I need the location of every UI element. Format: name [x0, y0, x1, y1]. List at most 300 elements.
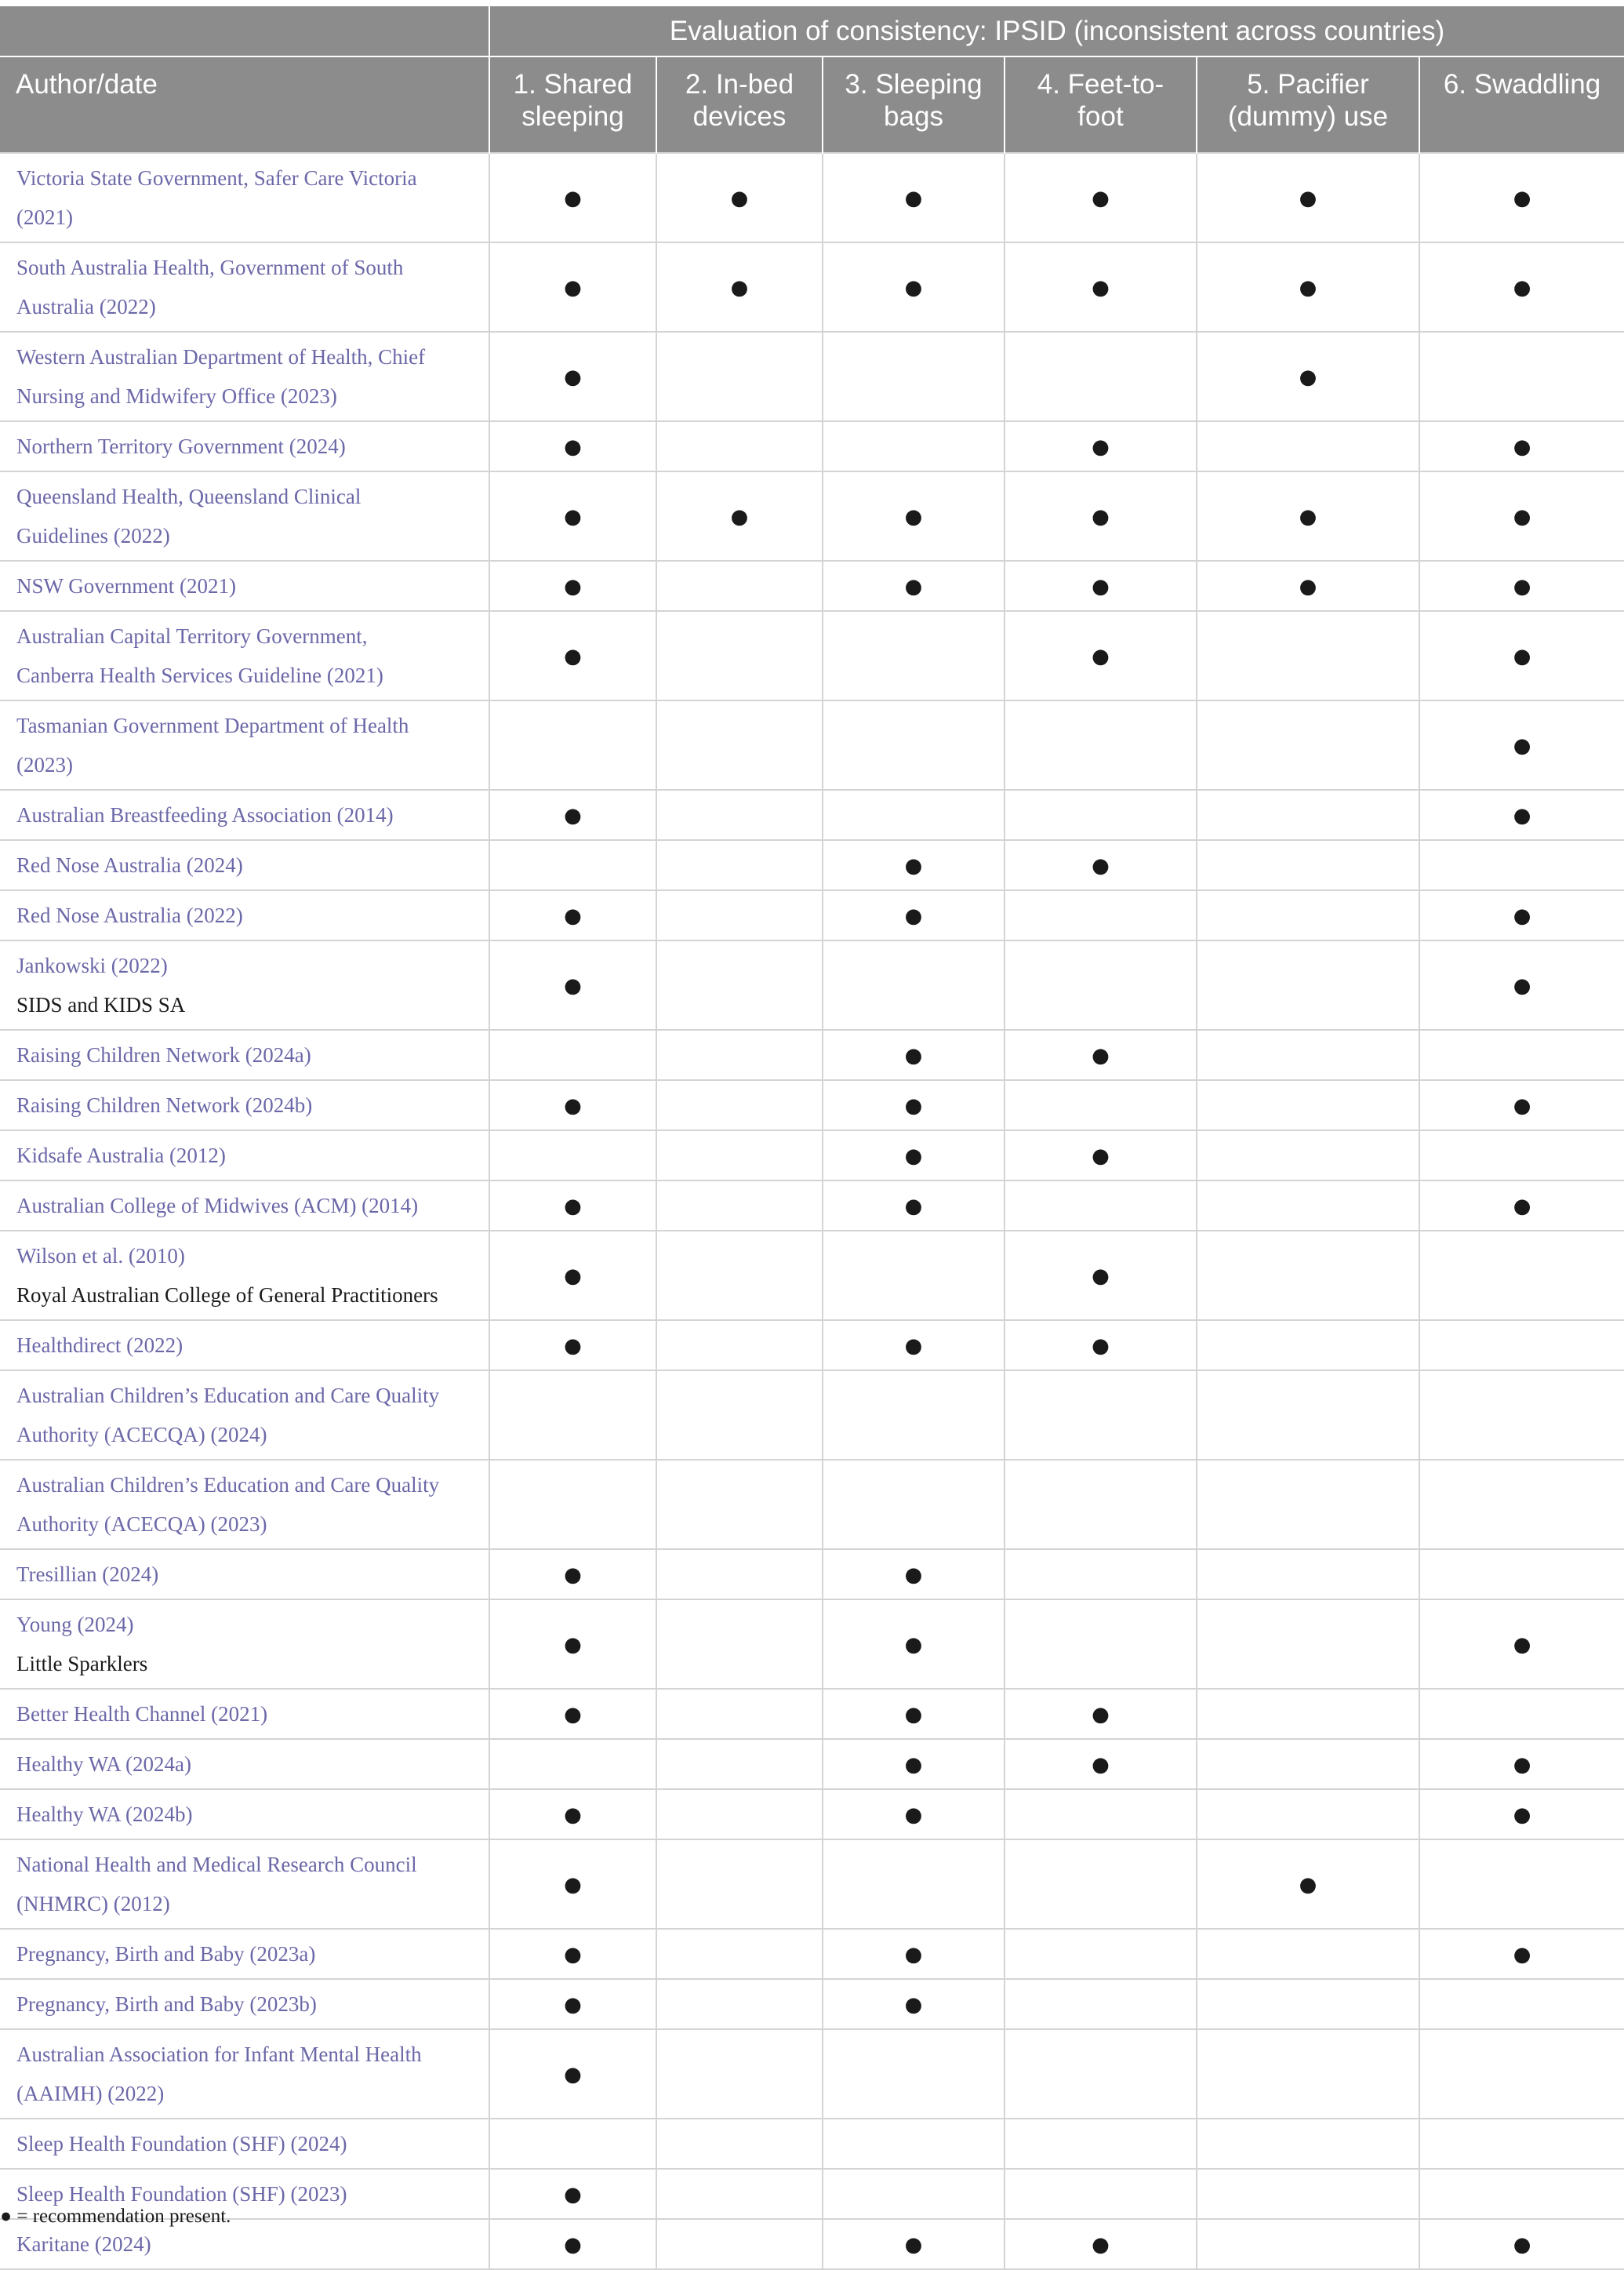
table-row [0, 890, 1624, 940]
table-row [0, 1180, 1624, 1231]
author-link[interactable]: Victoria State Government, Safer Care Victoria [16, 166, 417, 190]
mark-cell-5 [1197, 1460, 1419, 1549]
mark-cell-4 [1005, 1689, 1197, 1739]
column-header-line: 1. Shared [513, 69, 633, 100]
recommendation-dot-icon: ● [1513, 644, 1531, 668]
mark-cell-2 [656, 471, 823, 561]
recommendation-dot-icon: ● [904, 1194, 923, 1218]
column-header-4 [1005, 56, 1197, 153]
recommendation-dot-icon: ● [1092, 1333, 1110, 1358]
mark-cell-1 [489, 242, 656, 332]
recommendation-dot-icon: ● [564, 1992, 582, 2017]
mark-cell-2 [656, 890, 823, 940]
column-header-2 [656, 56, 823, 153]
mark-cell-6 [1419, 1030, 1624, 1080]
column-header-6 [1419, 56, 1624, 153]
author-cell [0, 1599, 489, 1689]
mark-cell-5 [1197, 2029, 1419, 2119]
author-link[interactable]: Australian Association for Infant Mental Health [16, 2043, 422, 2066]
mark-cell-1 [489, 153, 656, 242]
mark-cell-2 [656, 1689, 823, 1739]
mark-cell-6 [1419, 242, 1624, 332]
author-link[interactable]: NSW Government (2021) [16, 574, 236, 598]
author-cell [0, 840, 489, 890]
mark-cell-4 [1005, 840, 1197, 890]
mark-cell-6 [1419, 1080, 1624, 1130]
author-link[interactable]: Kidsafe Australia (2012) [16, 1144, 226, 1167]
recommendation-dot-icon: ● [564, 1803, 582, 1827]
mark-cell-2 [656, 2219, 823, 2269]
mark-cell-2 [656, 332, 823, 421]
table-row [0, 2169, 1624, 2219]
mark-cell-2 [656, 1320, 823, 1370]
recommendation-dot-icon: ● [1513, 803, 1531, 828]
mark-cell-3 [823, 700, 1005, 790]
author-link[interactable]: Australian College of Midwives (ACM) (2014) [16, 1194, 419, 1217]
author-cell [0, 1739, 489, 1789]
header-blank [0, 6, 489, 56]
mark-cell-2 [656, 421, 823, 471]
column-header-3 [823, 56, 1005, 153]
mark-cell-2 [656, 611, 823, 700]
mark-cell-4 [1005, 1370, 1197, 1460]
table-row [0, 153, 1624, 242]
author-link[interactable]: Australian Capital Territory Government, [16, 624, 368, 648]
recommendation-dot-icon: ● [564, 973, 582, 998]
mark-cell-6 [1419, 1739, 1624, 1789]
mark-cell-1 [489, 2219, 656, 2269]
mark-cell-3 [823, 1979, 1005, 2029]
mark-cell-2 [656, 1130, 823, 1180]
mark-cell-3 [823, 1599, 1005, 1689]
author-link[interactable]: Better Health Channel (2021) [16, 1702, 268, 1726]
mark-cell-6 [1419, 1549, 1624, 1599]
mark-cell-6 [1419, 700, 1624, 790]
mark-cell-5 [1197, 2169, 1419, 2219]
mark-cell-1 [489, 790, 656, 840]
mark-cell-5 [1197, 153, 1419, 242]
recommendation-dot-icon: ● [1092, 435, 1110, 459]
mark-cell-2 [656, 2169, 823, 2219]
recommendation-dot-icon: ● [1092, 1702, 1110, 1726]
recommendation-dot-icon: ● [1513, 504, 1531, 529]
recommendation-dot-icon: ● [904, 1562, 923, 1587]
recommendation-dot-icon: ● [1299, 186, 1317, 210]
author-cell [0, 611, 489, 700]
mark-cell-4 [1005, 1130, 1197, 1180]
recommendation-dot-icon: ● [564, 1333, 582, 1358]
mark-cell-5 [1197, 611, 1419, 700]
recommendation-dot-icon: ● [1513, 186, 1531, 210]
mark-cell-6 [1419, 153, 1624, 242]
mark-cell-3 [823, 421, 1005, 471]
mark-cell-5 [1197, 1370, 1419, 1460]
author-link[interactable]: Healthy WA (2024a) [16, 1752, 191, 1776]
author-organization: Royal Australian College of General Practitioners [16, 1283, 438, 1307]
mark-cell-2 [656, 1180, 823, 1231]
recommendation-dot-icon: ● [1092, 1144, 1110, 1168]
author-cell [0, 1789, 489, 1839]
mark-cell-3 [823, 1689, 1005, 1739]
mark-cell-5 [1197, 840, 1419, 890]
mark-cell-5 [1197, 1130, 1419, 1180]
mark-cell-4 [1005, 332, 1197, 421]
table-row [0, 2219, 1624, 2269]
recommendation-dot-icon: ● [1092, 504, 1110, 529]
mark-cell-5 [1197, 940, 1419, 1030]
mark-cell-4 [1005, 242, 1197, 332]
author-link[interactable]: Western Australian Department of Health, Chief [16, 345, 426, 369]
mark-cell-1 [489, 1599, 656, 1689]
recommendation-dot-icon: ● [1513, 435, 1531, 459]
recommendation-dot-icon: ● [904, 1093, 923, 1118]
mark-cell-3 [823, 2169, 1005, 2219]
mark-cell-3 [823, 1030, 1005, 1080]
mark-cell-6 [1419, 421, 1624, 471]
mark-cell-4 [1005, 2029, 1197, 2119]
author-cell [0, 2029, 489, 2119]
recommendation-dot-icon: ● [1513, 1942, 1531, 1966]
author-link[interactable]: Authority (ACECQA) (2023) [16, 1512, 267, 1536]
recommendation-dot-icon: ● [1299, 504, 1317, 529]
mark-cell-5 [1197, 2219, 1419, 2269]
mark-cell-1 [489, 1130, 656, 1180]
author-link[interactable]: Canberra Health Services Guideline (2021) [16, 664, 383, 687]
author-cell [0, 1320, 489, 1370]
author-cell [0, 790, 489, 840]
author-link[interactable]: (NHMRC) (2012) [16, 1892, 170, 1915]
mark-cell-5 [1197, 1030, 1419, 1080]
mark-cell-3 [823, 1231, 1005, 1320]
recommendation-dot-icon: ● [564, 275, 582, 300]
author-link[interactable]: Red Nose Australia (2024) [16, 853, 243, 877]
table-row [0, 1929, 1624, 1979]
mark-cell-5 [1197, 1929, 1419, 1979]
column-header-line: 4. Feet-to- [1037, 69, 1164, 100]
mark-cell-2 [656, 153, 823, 242]
author-link[interactable]: Raising Children Network (2024a) [16, 1043, 311, 1067]
author-link[interactable]: Tasmanian Government Department of Health [16, 714, 409, 737]
mark-cell-5 [1197, 1320, 1419, 1370]
mark-cell-4 [1005, 471, 1197, 561]
mark-cell-3 [823, 242, 1005, 332]
recommendation-dot-icon: ● [564, 1093, 582, 1118]
mark-cell-6 [1419, 1929, 1624, 1979]
mark-cell-1 [489, 1460, 656, 1549]
mark-cell-1 [489, 1929, 656, 1979]
author-cell [0, 561, 489, 611]
table-row [0, 1599, 1624, 1689]
mark-cell-3 [823, 840, 1005, 890]
author-cell [0, 1549, 489, 1599]
column-header-line: foot [1077, 101, 1124, 132]
author-link[interactable]: (AAIMH) (2022) [16, 2082, 165, 2105]
recommendation-dot-icon: ● [1092, 644, 1110, 668]
table-row [0, 1689, 1624, 1739]
author-link[interactable]: Northern Territory Government (2024) [16, 435, 346, 458]
mark-cell-6 [1419, 1231, 1624, 1320]
mark-cell-6 [1419, 471, 1624, 561]
author-link[interactable]: Tresillian (2024) [16, 1562, 159, 1586]
mark-cell-4 [1005, 1231, 1197, 1320]
mark-cell-4 [1005, 1320, 1197, 1370]
table-row [0, 332, 1624, 421]
author-link[interactable]: Australian Breastfeeding Association (2014) [16, 803, 394, 827]
mark-cell-5 [1197, 2119, 1419, 2169]
author-link[interactable]: Australian Children’s Education and Care Quality [16, 1473, 440, 1497]
author-link[interactable]: Wilson et al. (2010) [16, 1244, 185, 1268]
recommendation-dot-icon: ● [904, 574, 923, 598]
author-cell [0, 1460, 489, 1549]
mark-cell-2 [656, 1030, 823, 1080]
recommendation-dot-icon: ● [904, 853, 923, 878]
mark-cell-4 [1005, 1599, 1197, 1689]
table-row [0, 1549, 1624, 1599]
recommendation-dot-icon: ● [904, 275, 923, 300]
table-row [0, 242, 1624, 332]
table-row [0, 840, 1624, 890]
column-header-line: 6. Swaddling [1443, 69, 1601, 100]
mark-cell-1 [489, 1180, 656, 1231]
mark-cell-5 [1197, 890, 1419, 940]
mark-cell-1 [489, 1320, 656, 1370]
mark-cell-6 [1419, 1789, 1624, 1839]
mark-cell-3 [823, 1789, 1005, 1839]
recommendation-dot-icon: ● [730, 275, 749, 300]
mark-cell-3 [823, 940, 1005, 1030]
recommendation-dot-icon: ● [904, 186, 923, 210]
table-row [0, 1080, 1624, 1130]
column-header-line: (dummy) use [1227, 101, 1389, 132]
author-link[interactable]: Pregnancy, Birth and Baby (2023a) [16, 1942, 316, 1966]
table-row [0, 1030, 1624, 1080]
mark-cell-4 [1005, 940, 1197, 1030]
author-link[interactable]: Sleep Health Foundation (SHF) (2023) [16, 2182, 347, 2206]
recommendation-dot-icon: ● [730, 504, 749, 529]
author-link[interactable]: Guidelines (2022) [16, 524, 170, 547]
mark-cell-1 [489, 840, 656, 890]
ipsid-consistency-table [0, 6, 1624, 2270]
author-organization: Little Sparklers [16, 1652, 148, 1675]
recommendation-dot-icon: ● [1092, 574, 1110, 598]
author-date-header: Author/date [0, 56, 489, 153]
recommendation-dot-icon: ● [1513, 1752, 1531, 1777]
footnote: ● = recommendation present. [0, 2206, 231, 2227]
mark-cell-4 [1005, 1739, 1197, 1789]
recommendation-dot-icon: ● [564, 803, 582, 828]
mark-cell-5 [1197, 700, 1419, 790]
mark-cell-3 [823, 1130, 1005, 1180]
column-header-line: bags [884, 101, 943, 132]
author-link[interactable]: Young (2024) [16, 1613, 134, 1636]
author-link[interactable]: Sleep Health Foundation (SHF) (2024) [16, 2132, 347, 2155]
mark-cell-4 [1005, 1460, 1197, 1549]
mark-cell-2 [656, 2119, 823, 2169]
recommendation-dot-icon: ● [904, 1803, 923, 1827]
table-row [0, 940, 1624, 1030]
author-link[interactable]: Nursing and Midwifery Office (2023) [16, 384, 337, 408]
author-cell [0, 1080, 489, 1130]
column-header-1 [489, 56, 656, 153]
mark-cell-2 [656, 700, 823, 790]
mark-cell-6 [1419, 332, 1624, 421]
recommendation-dot-icon: ● [1092, 186, 1110, 210]
mark-cell-5 [1197, 421, 1419, 471]
author-link[interactable]: Pregnancy, Birth and Baby (2023b) [16, 1992, 317, 2016]
recommendation-dot-icon: ● [904, 1144, 923, 1168]
recommendation-dot-icon: ● [1092, 1752, 1110, 1777]
author-link[interactable]: Australian Children’s Education and Care Quality [16, 1384, 440, 1407]
mark-cell-3 [823, 611, 1005, 700]
mark-cell-3 [823, 1739, 1005, 1789]
mark-cell-5 [1197, 1839, 1419, 1929]
mark-cell-1 [489, 332, 656, 421]
mark-cell-6 [1419, 790, 1624, 840]
mark-cell-5 [1197, 1549, 1419, 1599]
mark-cell-5 [1197, 332, 1419, 421]
author-link[interactable]: South Australia Health, Government of South [16, 256, 404, 279]
mark-cell-6 [1419, 940, 1624, 1030]
mark-cell-5 [1197, 471, 1419, 561]
table-row [0, 421, 1624, 471]
mark-cell-1 [489, 1689, 656, 1739]
author-cell [0, 1370, 489, 1460]
recommendation-dot-icon: ● [730, 186, 749, 210]
mark-cell-6 [1419, 1130, 1624, 1180]
mark-cell-6 [1419, 1460, 1624, 1549]
table-row [0, 1839, 1624, 1929]
mark-cell-5 [1197, 1739, 1419, 1789]
mark-cell-6 [1419, 1180, 1624, 1231]
mark-cell-2 [656, 1599, 823, 1689]
table-row [0, 561, 1624, 611]
author-link[interactable]: Karitane (2024) [16, 2232, 151, 2256]
mark-cell-1 [489, 1789, 656, 1839]
mark-cell-3 [823, 2029, 1005, 2119]
recommendation-dot-icon: ● [1299, 574, 1317, 598]
mark-cell-3 [823, 890, 1005, 940]
author-link[interactable]: Raising Children Network (2024b) [16, 1093, 313, 1117]
mark-cell-5 [1197, 1789, 1419, 1839]
mark-cell-4 [1005, 1030, 1197, 1080]
column-header-line: 5. Pacifier [1247, 69, 1369, 100]
table-header [0, 6, 1624, 153]
mark-cell-3 [823, 332, 1005, 421]
recommendation-dot-icon: ● [1092, 2232, 1110, 2257]
recommendation-dot-icon: ● [904, 1333, 923, 1358]
mark-cell-3 [823, 1080, 1005, 1130]
author-link[interactable]: Red Nose Australia (2022) [16, 904, 243, 927]
mark-cell-1 [489, 611, 656, 700]
table-row [0, 1370, 1624, 1460]
mark-cell-2 [656, 940, 823, 1030]
mark-cell-2 [656, 1370, 823, 1460]
mark-cell-5 [1197, 561, 1419, 611]
author-cell [0, 1180, 489, 1231]
recommendation-dot-icon: ● [1513, 1194, 1531, 1218]
mark-cell-3 [823, 2119, 1005, 2169]
mark-cell-3 [823, 790, 1005, 840]
mark-cell-2 [656, 561, 823, 611]
mark-cell-1 [489, 421, 656, 471]
author-link[interactable]: Authority (ACECQA) (2024) [16, 1423, 267, 1446]
recommendation-dot-icon: ● [904, 1702, 923, 1726]
mark-cell-2 [656, 1460, 823, 1549]
mark-cell-4 [1005, 1180, 1197, 1231]
author-link[interactable]: Jankowski (2022) [16, 954, 168, 977]
recommendation-dot-icon: ● [564, 1632, 582, 1657]
recommendation-dot-icon: ● [904, 2232, 923, 2257]
mark-cell-1 [489, 471, 656, 561]
mark-cell-1 [489, 1979, 656, 2029]
mark-cell-6 [1419, 1370, 1624, 1460]
recommendation-dot-icon: ● [1513, 1093, 1531, 1118]
author-cell [0, 1929, 489, 1979]
author-link[interactable]: Australia (2022) [16, 295, 156, 318]
mark-cell-4 [1005, 700, 1197, 790]
mark-cell-1 [489, 1739, 656, 1789]
recommendation-dot-icon: ● [564, 1942, 582, 1966]
mark-cell-5 [1197, 242, 1419, 332]
mark-cell-6 [1419, 1689, 1624, 1739]
author-link[interactable]: (2021) [16, 206, 73, 229]
table-row [0, 611, 1624, 700]
mark-cell-5 [1197, 1689, 1419, 1739]
mark-cell-4 [1005, 1549, 1197, 1599]
column-header-line: sleeping [521, 101, 624, 132]
table-row [0, 1130, 1624, 1180]
table-row [0, 790, 1624, 840]
author-cell [0, 940, 489, 1030]
author-link[interactable]: Healthy WA (2024b) [16, 1803, 193, 1826]
recommendation-dot-icon: ● [1513, 973, 1531, 998]
mark-cell-4 [1005, 611, 1197, 700]
recommendation-dot-icon: ● [1513, 904, 1531, 928]
author-link[interactable]: Healthdirect (2022) [16, 1333, 183, 1357]
group-title: Evaluation of consistency: IPSID (inconsistent across countries) [489, 6, 1624, 56]
author-cell [0, 1689, 489, 1739]
mark-cell-1 [489, 2169, 656, 2219]
author-link[interactable]: Queensland Health, Queensland Clinical [16, 485, 361, 508]
recommendation-dot-icon: ● [564, 644, 582, 668]
mark-cell-2 [656, 1979, 823, 2029]
mark-cell-3 [823, 1929, 1005, 1979]
mark-cell-6 [1419, 2119, 1624, 2169]
author-cell [0, 153, 489, 242]
mark-cell-4 [1005, 1080, 1197, 1130]
table-row [0, 1789, 1624, 1839]
mark-cell-6 [1419, 890, 1624, 940]
author-cell [0, 2119, 489, 2169]
author-link[interactable]: (2023) [16, 753, 73, 777]
table-row [0, 1320, 1624, 1370]
mark-cell-6 [1419, 1979, 1624, 2029]
mark-cell-3 [823, 1180, 1005, 1231]
table-row [0, 1739, 1624, 1789]
recommendation-dot-icon: ● [1092, 1264, 1110, 1288]
mark-cell-3 [823, 1320, 1005, 1370]
table-row [0, 471, 1624, 561]
table-row [0, 700, 1624, 790]
column-header-5 [1197, 56, 1419, 153]
author-link[interactable]: National Health and Medical Research Council [16, 1853, 417, 1876]
mark-cell-1 [489, 1030, 656, 1080]
mark-cell-4 [1005, 890, 1197, 940]
table-row [0, 2119, 1624, 2169]
recommendation-dot-icon: ● [1513, 2232, 1531, 2257]
mark-cell-5 [1197, 1231, 1419, 1320]
mark-cell-3 [823, 1460, 1005, 1549]
